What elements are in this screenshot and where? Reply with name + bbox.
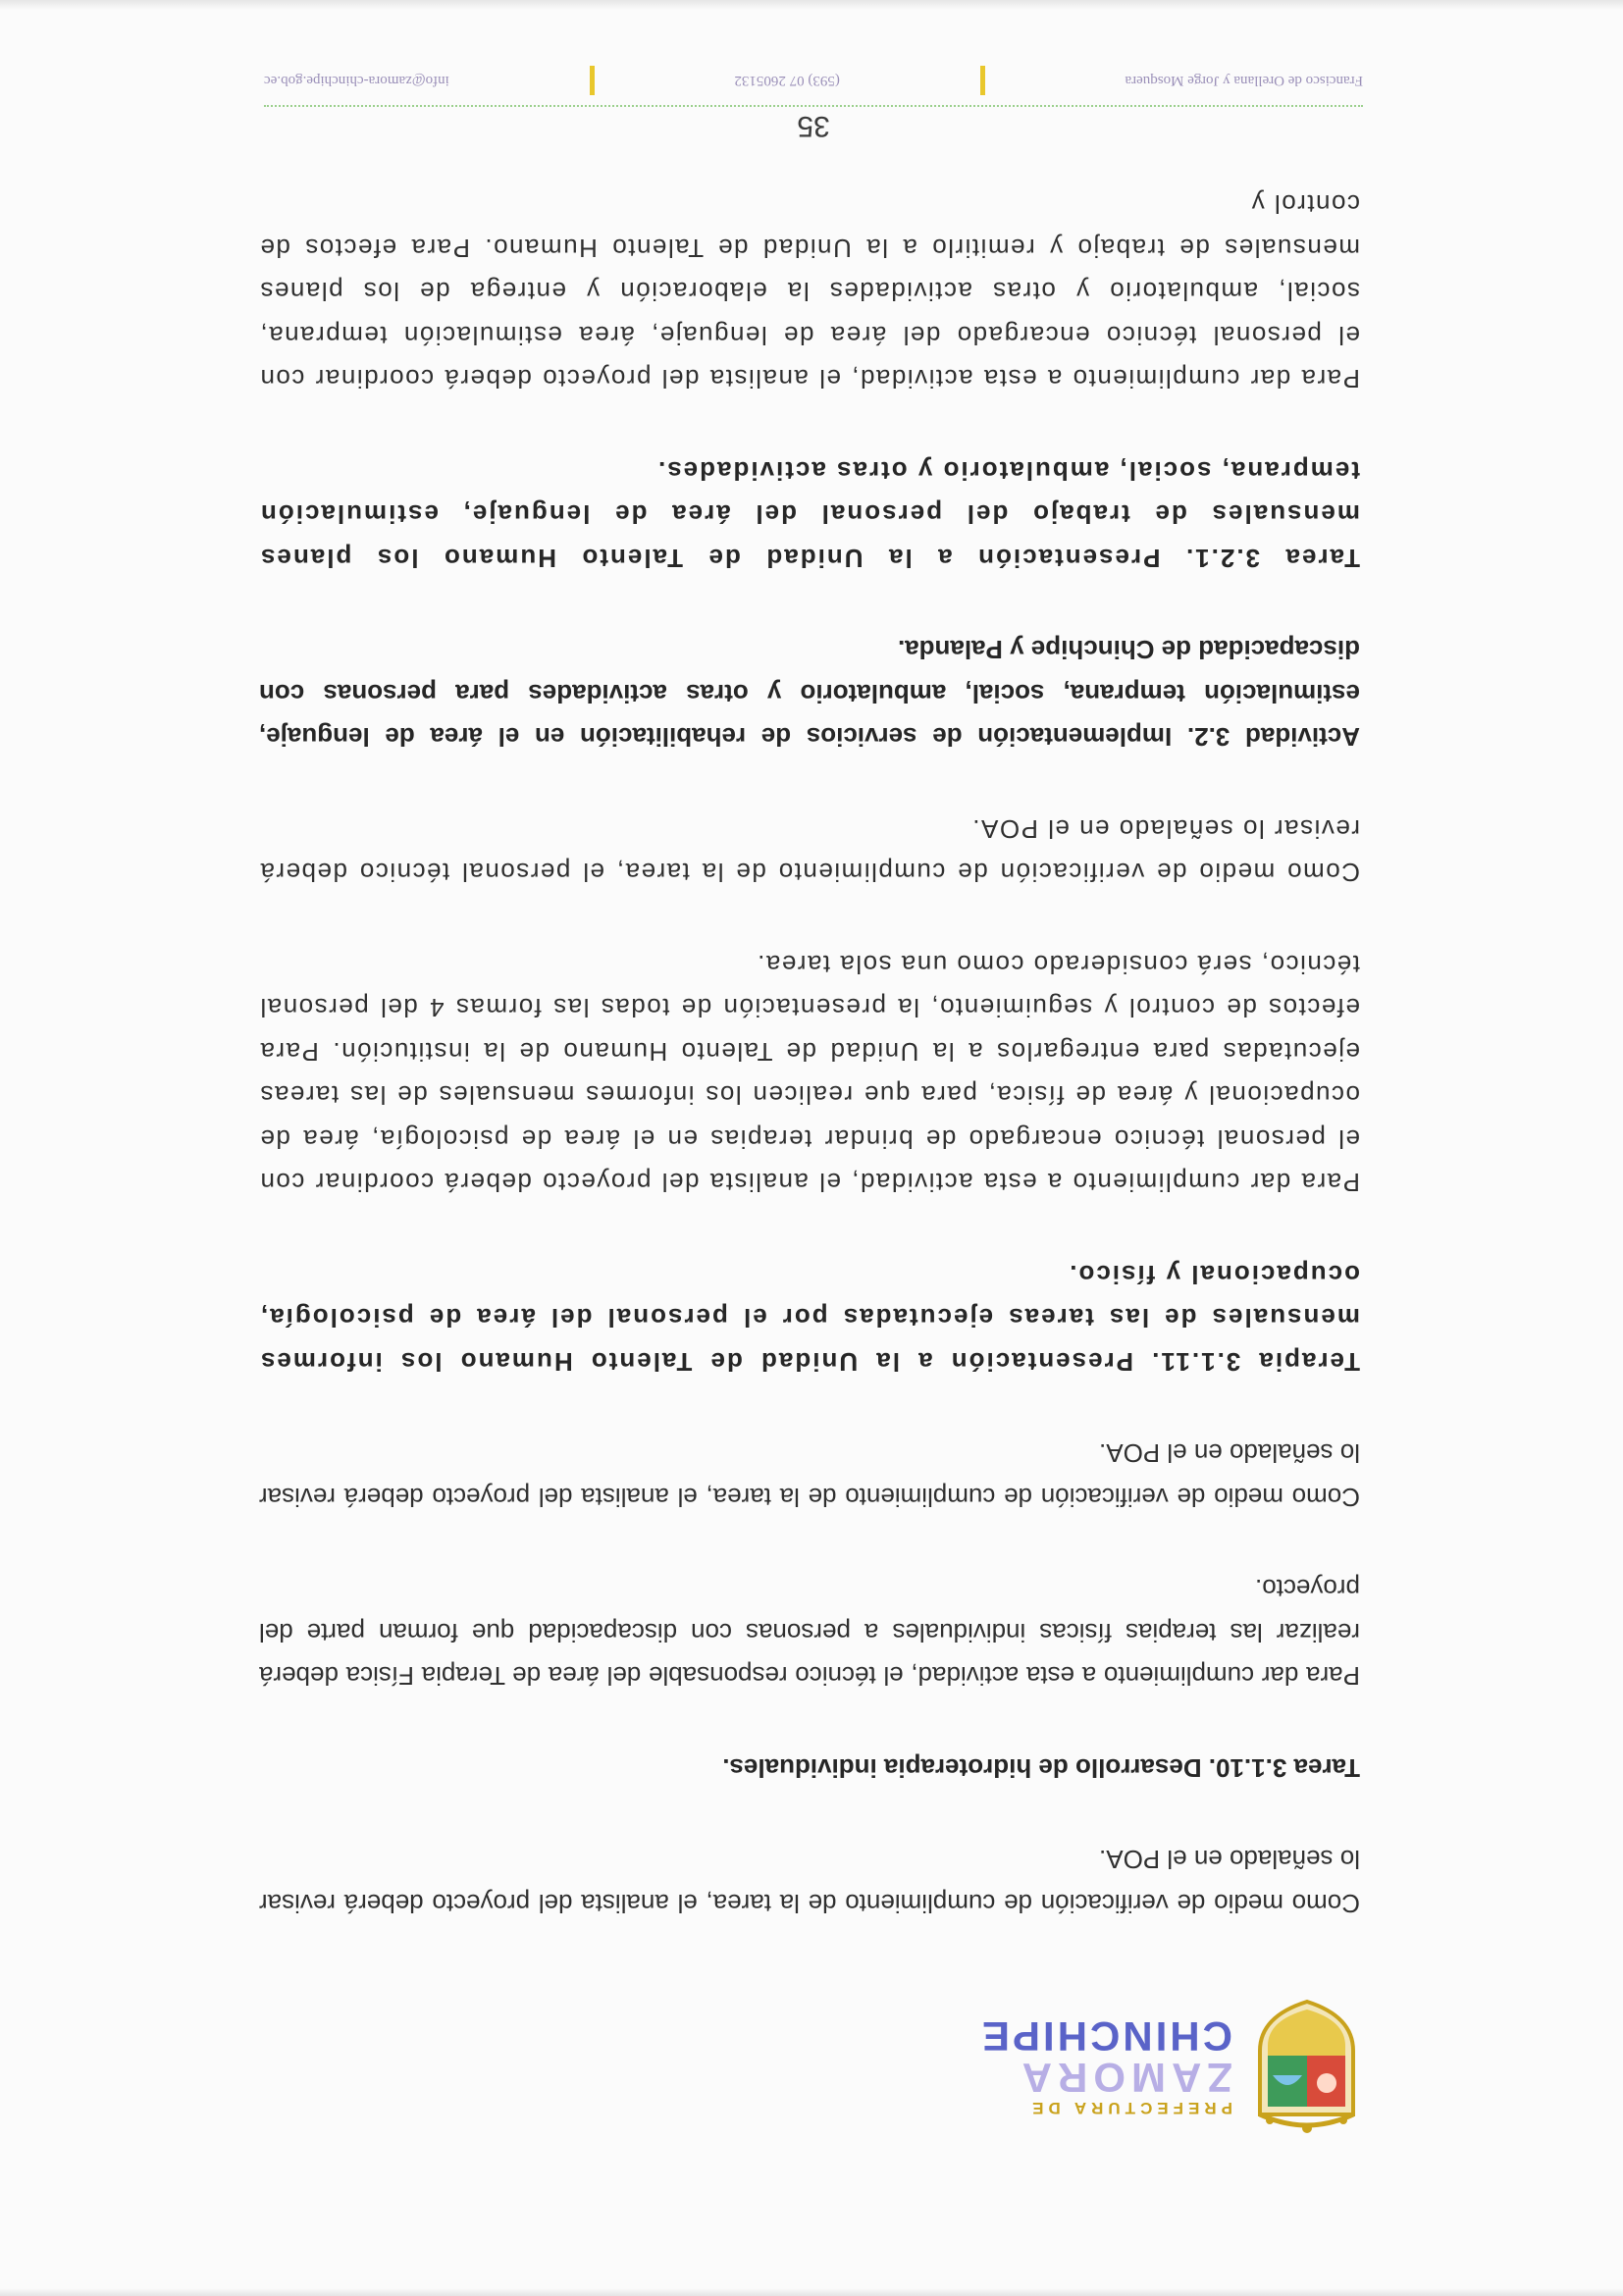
- scan-edge-bottom: [0, 0, 1623, 10]
- footer-address: Francisco de Orellana y Jorge Mosquera: [1125, 73, 1363, 89]
- footer-phone: (593) 07 2605132: [734, 73, 840, 89]
- heading-activity-3-2: Actividad 3.2. Implementación de servicios de rehabilitación en el área de lenguaje, estimulación temprana, social, ambulatorio y otras actividades para personas con discapacidad de Chinchipe y Palanda.: [259, 635, 1360, 753]
- page-footer: [264, 66, 1363, 142]
- heading-task-3-1-10: Tarea 3.1.10. Desarrollo de hidroterapia individuales.: [722, 1753, 1360, 1783]
- logo-zamora-text: ZAMORA: [1016, 2055, 1232, 2101]
- scan-edge-top: [0, 2288, 1623, 2296]
- footer-contact-line: [264, 66, 1363, 95]
- coat-of-arms-icon: [1250, 1999, 1363, 2134]
- logo-wordmark: [979, 2015, 1232, 2117]
- paragraph-verification-1: Como medio de verificación de cumplimiento de la tarea, el analista del proyecto deberá revisar lo señalado en el POA.: [259, 1845, 1360, 1918]
- document-body: [259, 134, 1360, 1925]
- paragraph-monthly-reports: Para dar cumplimiento a esta actividad, el analista del proyecto deberá coordinar con el personal técnico encargado de brindar terapias en el área de psicología, área de ocupacional y área de física, para que realicen los informes mensuales de las tareas ejecutadas para entregarlos a la Unidad de Talento Humano de la institución. Para efectos de control y seguimiento, la presentación de todas las formas 4 del personal técnico, será considerado como una sola tarea.: [259, 950, 1360, 1198]
- footer-separator: [980, 66, 985, 95]
- page-number: 35: [797, 110, 830, 142]
- paragraph-monthly-plans: Para dar cumplimiento a esta actividad, el analista del proyecto deberá coordinar con el personal técnico encargado del área de lenguaje, área estimulación temprana, social, ambulatorio y otras actividades la elaboración y entrega de los planes mensuales de trabajo y remitirlo a la Unidad de Talento Humano. Para efectos de control y: [259, 189, 1360, 394]
- heading-therapy-3-1-11: Terapia 3.1.11. Presentación a la Unidad de Talento Humano los informes mensuales de las tareas ejecutadas por el personal del área de psicología, ocupacional y físico.: [259, 1260, 1360, 1377]
- header-logo: [979, 1999, 1363, 2134]
- heading-task-3-2-1: Tarea 3.2.1. Presentación a la Unidad de Talento Humano los planes mensuales de trabajo del personal del área de lenguaje, estimulación temprana, social, ambulatorio y otras actividades.: [259, 456, 1360, 573]
- paragraph-verification-3: Como medio de verificación de cumplimiento de la tarea, el personal técnico deberá revisar lo señalado en el POA.: [259, 814, 1360, 888]
- paragraph-verification-2: Como medio de verificación de cumplimiento de la tarea, el analista del proyecto deberá revisar lo señalado en el POA.: [259, 1438, 1360, 1512]
- logo-chinchipe-text: CHINCHIPE: [978, 2013, 1232, 2060]
- footer-separator: [590, 66, 595, 95]
- paragraph-physical-therapy: Para dar cumplimiento a esta actividad, el técnico responsable del área de Terapia Física deberá realizar las terapias físicas individuales a personas con discapacidad que forman parte del proyecto.: [259, 1574, 1360, 1692]
- logo-prefectura-text: PREFECTURA DE: [1027, 2099, 1232, 2117]
- footer-email: info@zamora-chinchipe.gob.ec: [264, 73, 449, 89]
- footer-divider: [264, 105, 1363, 107]
